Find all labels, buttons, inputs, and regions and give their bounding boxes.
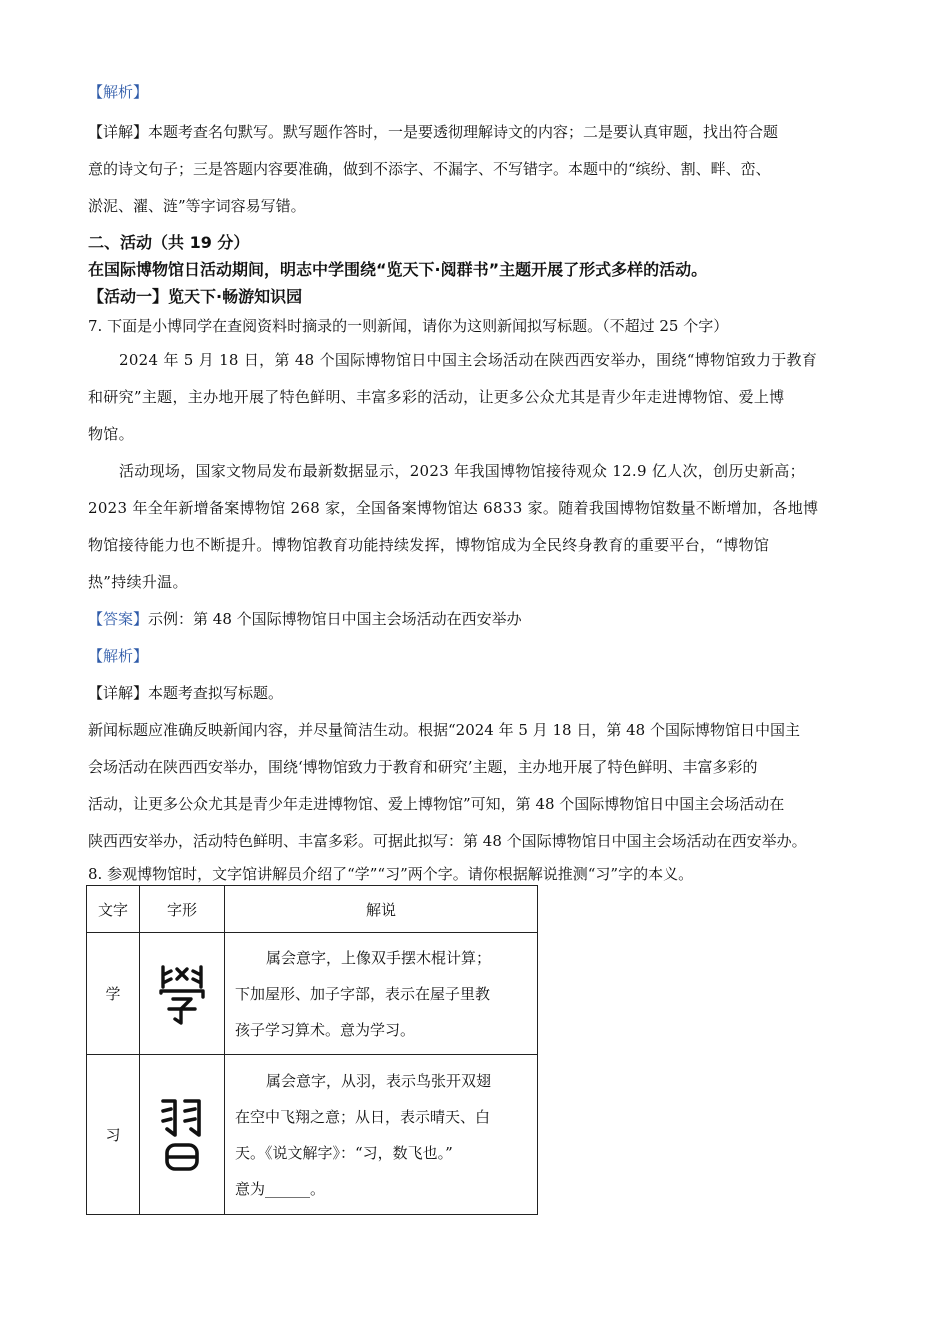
explain-cell [225, 1055, 538, 1215]
question-7: 7. 下面是小博同学在查阅资料时摘录的一则新闻，请你为这则新闻拟写标题。（不超过 25 个字） [88, 317, 729, 335]
news-line: 物馆。 [88, 425, 134, 443]
seal-glyph-xi [157, 1095, 207, 1175]
seal-script-xi-icon [140, 1055, 225, 1215]
table-header-row [87, 886, 538, 933]
analysis-line: 会场活动在陕西西安举办，围绕‘博物馆致力于教育和研究’主题，主办地开展了特色鲜明、丰富多彩的 [88, 758, 758, 776]
answer-line: 【答案】示例：第 48 个国际博物馆日中国主会场活动在西安举办 [88, 610, 522, 628]
answer-blank-line[interactable]: 意为______。 [235, 1179, 326, 1198]
char-xi: 习 [87, 1055, 140, 1215]
header-char: 文字 [87, 886, 140, 933]
jiexi-label-2: 【解析】 [88, 647, 149, 665]
character-table [86, 885, 538, 1215]
page-content [88, 78, 878, 888]
header-explain: 解说 [225, 886, 538, 933]
table-row [87, 933, 538, 1055]
section-intro: 在国际博物馆日活动期间，明志中学围绕“览天下·阅群书”主题开展了形式多样的活动。 [88, 260, 708, 279]
detail-line-1: 【详解】本题考查名句默写。默写题作答时，一是要透彻理解诗文的内容；二是要认真审题，找出符合题 [88, 123, 779, 141]
table-row [87, 1055, 538, 1215]
news-excerpt [88, 342, 878, 601]
explain-line: 下加屋形、加子字部，表示在屋子里教 [235, 984, 491, 1003]
explain-line: 在空中飞翔之意；从日，表示晴天、白 [235, 1107, 491, 1126]
news-line: 2024 年 5 月 18 日，第 48 个国际博物馆日中国主会场活动在陕西西安举办，围绕“博物馆致力于教育 [119, 351, 818, 369]
section-heading: 二、活动（共 19 分） [88, 233, 250, 252]
detail-line-2: 意的诗文句子；三是答题内容要准确，做到不添字、不漏字、不写错字。本题中的“缤纷、割、畔、峦、 [88, 160, 771, 178]
detail-line-q7: 【详解】本题考查拟写标题。 [88, 684, 284, 702]
activity-heading: 【活动一】览天下·畅游知识园 [88, 287, 303, 306]
news-line: 热”持续升温。 [88, 573, 188, 591]
explain-line: 天。《说文解字》：“习，数飞也。” [235, 1143, 453, 1162]
char-xue: 学 [87, 933, 140, 1055]
analysis-line: 陕西西安举办，活动特色鲜明、丰富多彩。可据此拟写：第 48 个国际博物馆日中国主会场活动在西安举办。 [88, 832, 807, 850]
explain-line: 属会意字，上像双手摆木棍计算； [266, 948, 492, 967]
news-line: 活动现场，国家文物局发布最新数据显示，2023 年我国博物馆接待观众 12.9 亿人次，创历史新高； [119, 462, 805, 480]
explain-cell [225, 933, 538, 1055]
news-line: 物馆接待能力也不断提升。博物馆教育功能持续发挥，博物馆成为全民终身教育的重要平台，“博物馆 [88, 536, 770, 554]
question-8: 8. 参观博物馆时，文字馆讲解员介绍了“学”“习”两个字。请你根据解说推测“习”字的本义。 [88, 865, 694, 883]
analysis-line: 新闻标题应准确反映新闻内容，并尽量简洁生动。根据“2024 年 5 月 18 日，第 48 个国际博物馆日中国主 [88, 721, 800, 739]
detail-line-3: 淤泥、濯、涟”等字词容易写错。 [88, 197, 306, 215]
jiexi-label-1: 【解析】 [88, 83, 149, 101]
explain-line: 孩子学习算术。意为学习。 [235, 1020, 416, 1039]
header-glyph: 字形 [140, 886, 225, 933]
news-line: 和研究”主题，主办地开展了特色鲜明、丰富多彩的活动，让更多公众尤其是青少年走进博物馆、爱上博 [88, 388, 785, 406]
seal-glyph-xue [157, 961, 207, 1027]
explain-line: 属会意字，从羽，表示鸟张开双翅 [266, 1071, 492, 1090]
analysis-line: 活动，让更多公众尤其是青少年走进博物馆、爱上博物馆”可知，第 48 个国际博物馆日中国主会场活动在 [88, 795, 785, 813]
seal-script-xue-icon [140, 933, 225, 1055]
news-line: 2023 年全年新增备案博物馆 268 家，全国备案博物馆达 6833 家。随着我国博物馆数量不断增加，各地博 [88, 499, 819, 517]
